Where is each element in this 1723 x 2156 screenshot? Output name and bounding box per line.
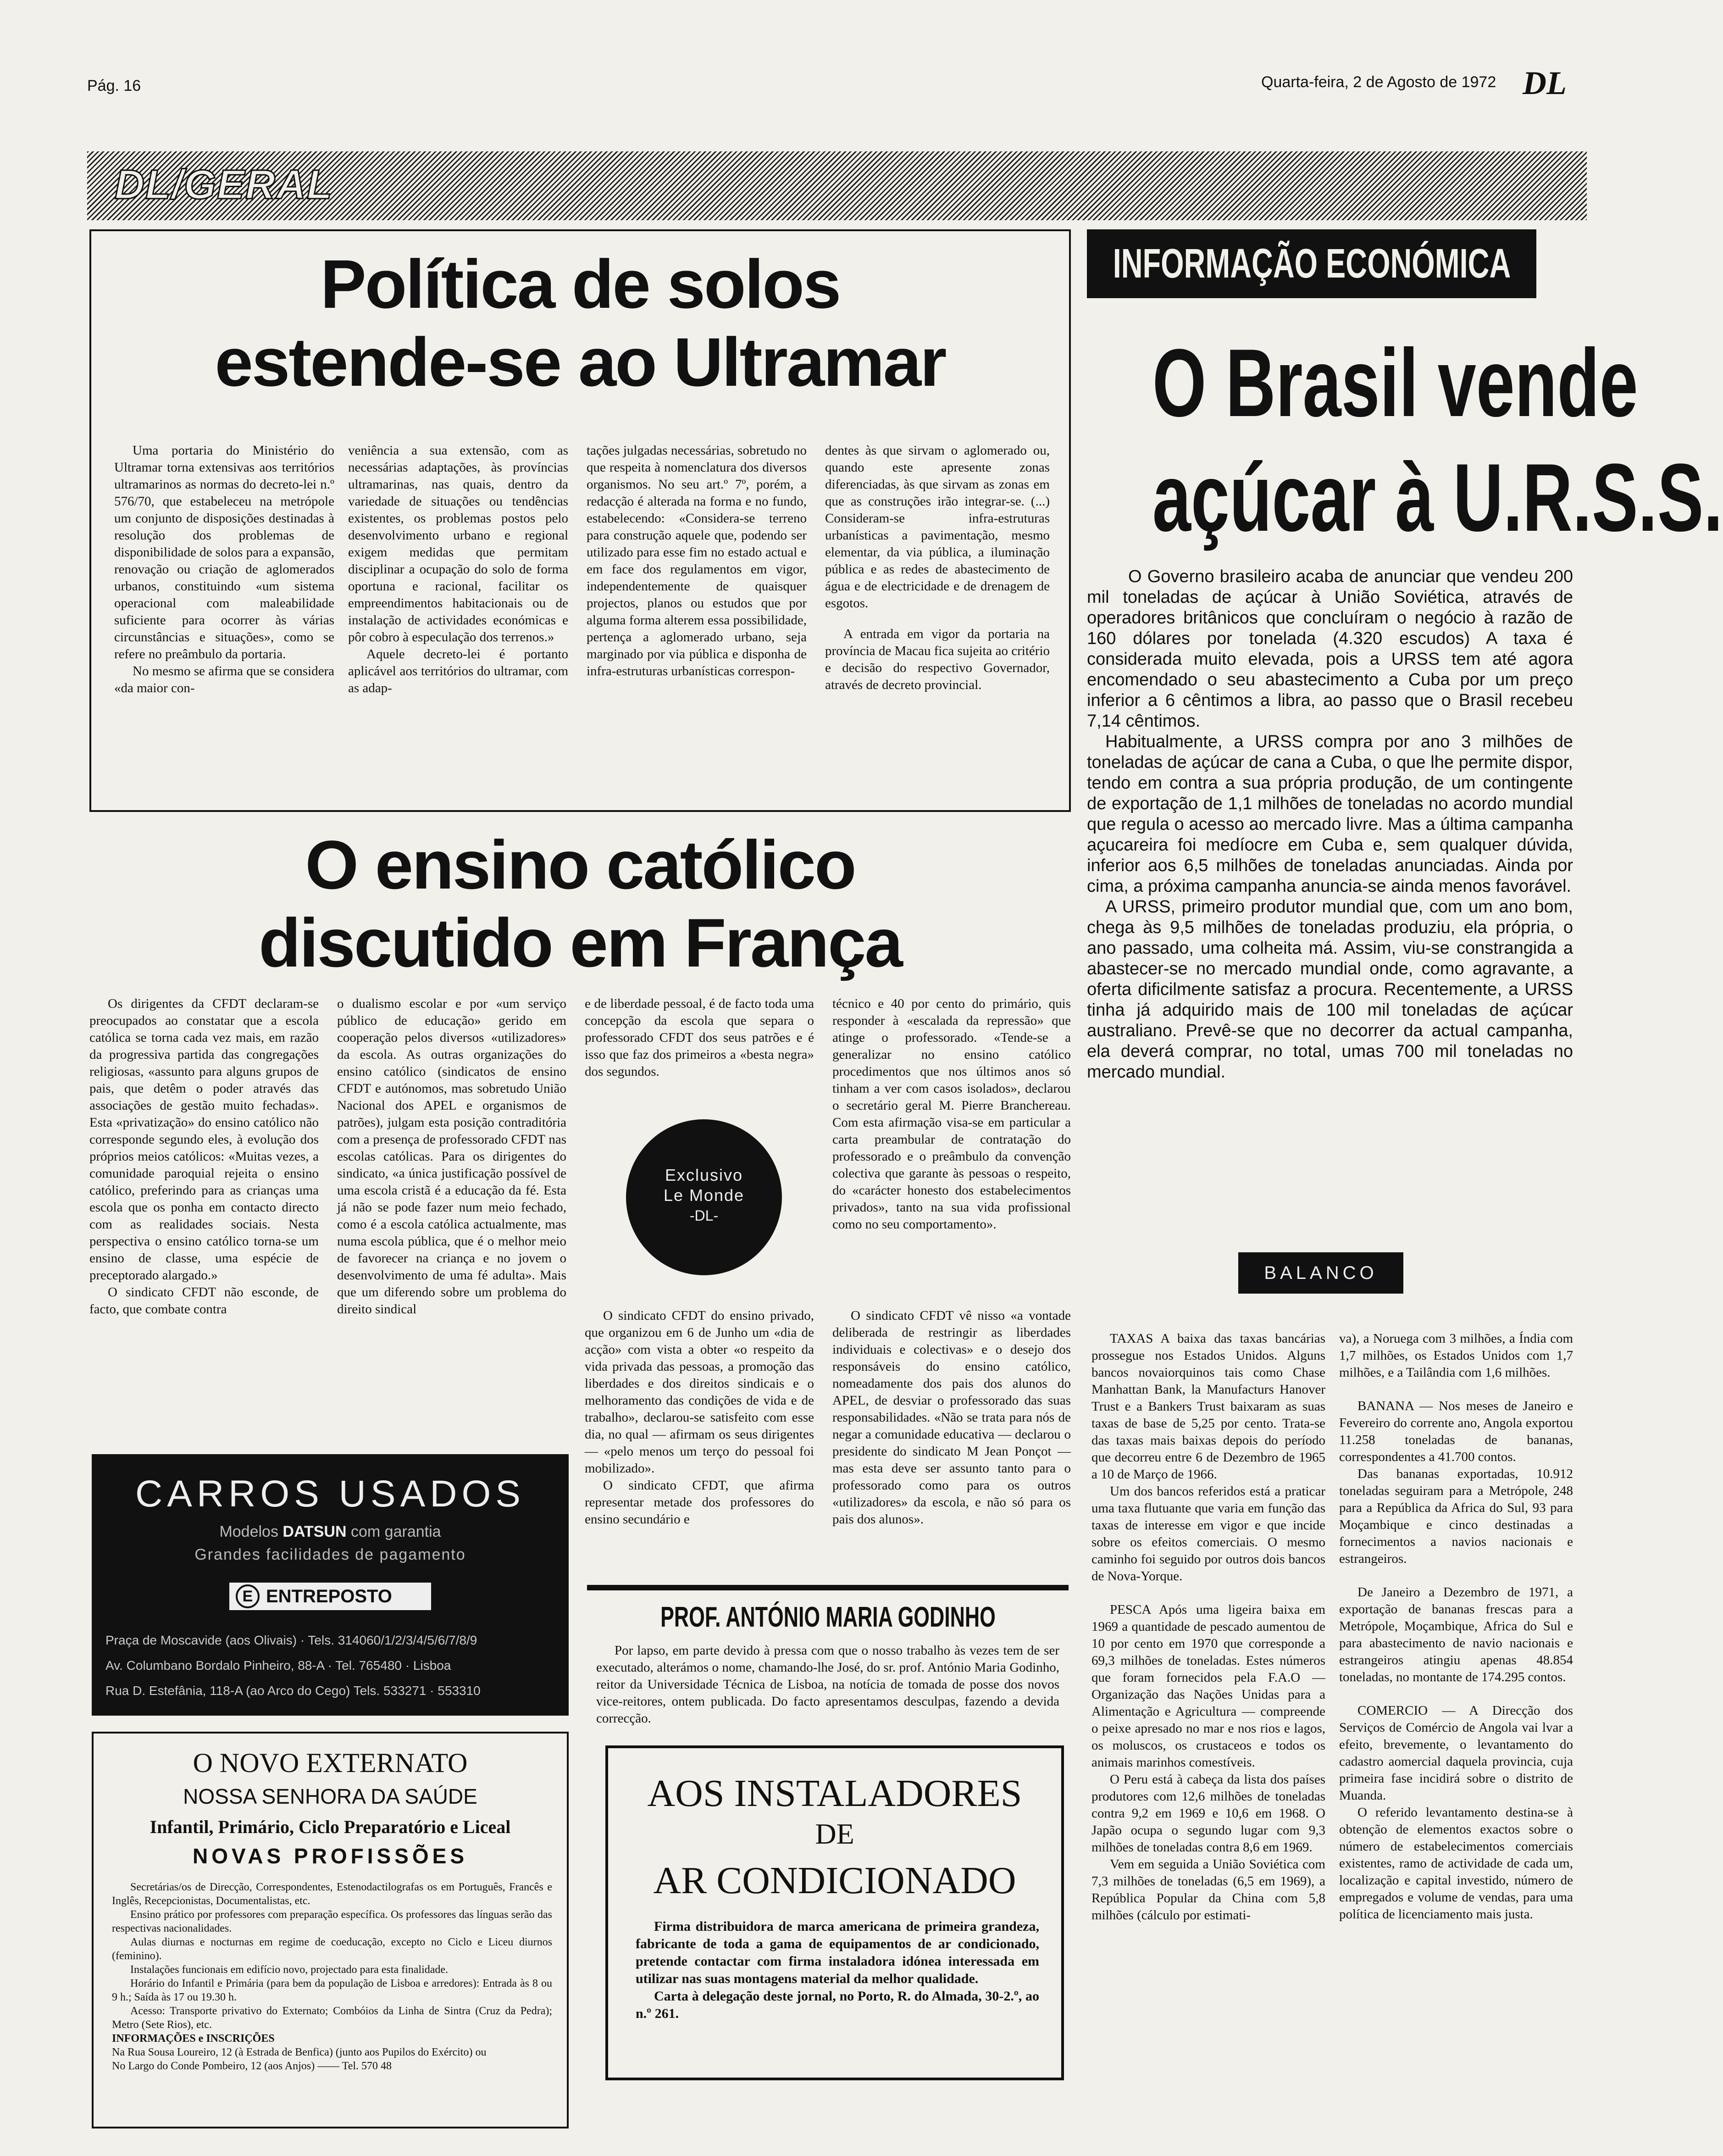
paragraph: COMERCIO — A Direcção dos Serviços de Comércio de Angola vai lvar a efeito, brevemente, o levantamento do cadastro aomercial daquela provincia, cuja primeira fase incidirá sobre o distrito de Muanda. <box>1339 1703 1573 1803</box>
paragraph: No mesmo se afirma que se considera «da maior con- <box>114 664 334 695</box>
ad-title-line3: AR CONDICIONADO <box>653 1859 1016 1902</box>
article-title-line1: Política de solos <box>320 245 840 322</box>
ad-line-2: Grandes facilidades de pagamento <box>194 1546 466 1563</box>
balanco-column-1 <box>1091 1330 1325 1924</box>
article-politica-solos <box>89 229 1071 812</box>
ad-address: Av. Columbano Bordalo Pinheiro, 88-A · Tel. 765480 · Lisboa <box>105 1658 451 1673</box>
ad-title-line2: DE <box>815 1817 854 1850</box>
ad-subtitle: Infantil, Primário, Ciclo Preparatório e Liceal <box>150 1817 511 1837</box>
paragraph: Carta à delegação deste jornal, no Porto, R. do Almada, 30-2.º, ao n.º 261. <box>636 1989 1039 2021</box>
paragraph: INFORMAÇÕES e INSCRIÇÕES <box>112 2033 275 2045</box>
issue-date: Quarta-feira, 2 de Agosto de 1972 <box>1261 73 1496 91</box>
economic-sidebar <box>1087 229 1723 2133</box>
paragraph: Acesso: Transporte privativo do Externato; Combóios da Linha de Sintra (Cruz da Pedra); Metro (Sete Rios), etc. <box>112 2005 552 2031</box>
paragraph: Na Rua Sousa Loureiro, 12 (à Estrada de Benfica) (junto aos Pupilos do Exército) ou <box>112 2046 487 2058</box>
ad-carros-usados <box>92 1454 569 1716</box>
paragraph: O referido levantamento destina-se à obtenção de elementos exactos sobre o número de estabelecimentos comerciais existentes, ramo de actividade de cada um, localização e capital investido, número de empregados e volume de vendas, para uma política de licenciamento mais justa. <box>1339 1805 1573 1922</box>
section-banner <box>87 151 1587 220</box>
section-banner-label: DL/GERAL <box>115 162 333 208</box>
paragraph: O sindicato CFDT vê nisso «a vontade deliberada de restringir as liberdades individuais e colectivas» e o desejo dos responsáveis do ensino católico, nomeadamente dos pais dos alunos do APEL, de desviar o professorado das suas responsabilidades. «Não se trata para nós de negar a comunidade educativa — declarou o presidente do sindicato M Jean Ponçot — mas esta deve ser assunto tanto para o professorado como para os outros «utilizadores» da escola, e não só para os pais dos alunos». <box>832 1308 1071 1527</box>
sidebar-banner <box>1087 229 1536 298</box>
ad-text: Modelos <box>219 1523 278 1540</box>
logo-text: ENTREPOSTO <box>266 1586 392 1606</box>
article-column-2 <box>348 442 568 697</box>
article-column-1 <box>114 442 334 697</box>
paragraph: Vem em seguida a União Soviética com 7,3 milhões de toneladas (6,5 em 1969), a República Popular da China com 5,8 milhões (cálculo por estimati- <box>1091 1857 1325 1923</box>
paragraph: BANANA — Nos meses de Janeiro e Fevereiro do corrente ano, Angola exportou 11.258 toneladas de bananas, correspondentes a 41.700 contos. <box>1339 1399 1573 1464</box>
sidebar-title-line1: O Brasil vende <box>1152 329 1638 437</box>
paragraph: Aulas diurnas e nocturnas em regime de coeducação, excepto no Ciclo e Liceu diurnos (feminino). <box>112 1936 552 1962</box>
paragraph: Secretárias/os de Direcção, Correspondentes, Estenodactilografas os em Português, Francês e Inglês, Recepcionistas, Documentalistas, etc. <box>112 1881 552 1907</box>
exclusive-badge <box>626 1119 782 1275</box>
notice-body <box>596 1642 1059 1727</box>
badge-line: -DL- <box>689 1207 719 1224</box>
ad-title-line1: AOS INSTALADORES <box>647 1772 1022 1815</box>
brand-name: DATSUN <box>283 1523 347 1540</box>
paragraph: TAXAS A baixa das taxas bancárias prossegue nos Estados Unidos. Alguns bancos novaiorquinos tais como Chase Manhattan Bank, la Manufacturs Hanover Trust e a Bankers Trust baixaram as suas taxas de base de 5,25 por cento. Trata-se das taxas mais baixas depois do período que decorreu entre 6 de Dezembro de 1965 a 10 de Março de 1966. <box>1091 1331 1325 1482</box>
notice-rule <box>587 1585 1069 1590</box>
paragraph: técnico e 40 por cento do primário, quis responder à «escalada da repressão» que atinge o professorado. «Tende-se a generalizar no ensino católico procedimentos que nos últimos anos só tinham a ver com casos isolados», declarou o secretário geral M. Pierre Branchereau. Com esta afirmação visa-se em particular a carta preambular de contratação do professorado e o preâmbulo da convenção colectiva que garante às pessoas o respeito, do «carácter honesto dos estabelecimentos privados», tanto na sua vida profissional como no seu comportamento». <box>832 996 1071 1232</box>
paragraph: O sindicato CFDT não esconde, de facto, que combate contra <box>89 1285 319 1317</box>
paragraph: Horário do Infantil e Primária (para bem da população de Lisboa e arredores): Entrada às 8 ou 9 h.; Saída às 17 ou 19.30 h. <box>112 1978 552 2003</box>
paragraph: Por lapso, em parte devido à pressa com que o nosso trabalho às vezes tem de ser executado, alterámos o nome, chamando-lhe José, do sr. prof. António Maria Godinho, reitor da Universidade Técnica de Lisboa, na notícia de tomada de posse dos novos vice-reitores, ontem publicada. Do facto apresentamos desculpas, fazendo a devida correcção. <box>596 1643 1059 1726</box>
paragraph: tações julgadas necessárias, sobretudo no que respeita à nomenclatura dos diversos organismos. No seu art.º 7º, porém, a redacção é alterada na forma e no fundo, estabelecendo: «Considera-se terreno para construção aquele que, podendo ser utilizado para esse fim no estado actual e em face dos regulamentos em vigor, independentemente de quaisquer projectos, planos ou estudos que por alguma forma alterem essa possibilidade, pertença a aglomerado urbano, seja marginado por via pública e disponha de infra-estruturas urbanísticas correspon- <box>587 443 807 678</box>
ad-title: CARROS USADOS <box>135 1473 525 1515</box>
page-number: Pág. 16 <box>87 77 141 94</box>
ad-address: Rua D. Estefânia, 118-A (ao Arco do Cego) Tels. 533271 · 553310 <box>105 1684 481 1698</box>
paragraph: A URSS, primeiro produtor mundial que, com um ano bom, chega às 9,5 milhões de toneladas produziu, ela própria, o ano passado, uma colheita má. Assim, viu-se constrangida a abastecer-se no mercado mundial onde, como agravante, a oferta dificilmente satisfaz a procura. Recentemente, a URSS tinha já adquirido mais de 100 mil toneladas de açúcar australiano. Prevê-se que no decorrer da actual campanha, ela deverá comprar, no total, umas 700 mil toneladas no mercado mundial. <box>1087 897 1573 1082</box>
sidebar-title-line2: açúcar à U.R.S.S. <box>1152 444 1723 551</box>
notice-title: PROF. ANTÓNIO MARIA GODINHO <box>660 1601 996 1633</box>
paragraph: Das bananas exportadas, 10.912 toneladas seguiram para a Metrópole, 248 para a República da Africa do Sul, 93 para Moçambique e cinco destinadas a fornecimentos a navios nacionais e estrangeiros. <box>1339 1467 1573 1566</box>
paragraph: Habitualmente, a URSS compra por ano 3 milhões de toneladas de açúcar de cana a Cuba, o que lhe permite dispor, tendo em contra a sua própria produção, de um contingente de exportação de 1,1 milhões de toneladas no acordo mundial que regula o acesso ao mercado livre. Mas a última campanha açucareira foi medíocre em Cuba e, sem qualquer dúvida, inferior aos 6,5 milhões de toneladas anunciadas. Ainda por cima, a próxima campanha anuncia-se ainda menos favorável. <box>1087 732 1573 896</box>
sidebar-headline <box>1087 329 1723 551</box>
balanco-column-2 <box>1339 1330 1573 1923</box>
paragraph: Os dirigentes da CFDT declaram-se preocupados ao constatar que a escola católica se torna cada vez mais, em razão da progressiva partida das congregações religiosas, «assunto para alguns grupos de pais, que detêm o poder através das associações de gestão muito fechadas». Esta «privatização» do ensino católico não corresponde segundo eles, à evolução dos próprios meios católicos: «Muitas vezes, a comunidade paroquial rejeita o ensino católico, preferindo para as crianças uma escola que os ponha em contacto directo com as realidades sociais. Nesta perspectiva o ensino católico torna-se um ensino de classe, uma espécie de preceptorado alargado.» <box>89 996 319 1283</box>
article-column-4 <box>825 442 1050 694</box>
ad-body <box>636 1918 1039 2023</box>
paragraph: Um dos bancos referidos está a praticar uma taxa flutuante que varia em função das taxas de interesse em vigor e que incide sobre os efeitos comerciais. O mesmo caminho foi seguido por outros dois bancos de Nova-Yorque. <box>1091 1484 1325 1584</box>
article-title-line2: estende-se ao Ultramar <box>215 323 946 400</box>
ad-instaladores <box>605 1745 1064 2080</box>
sidebar-banner-label: INFORMAÇÃO ECONÓMICA <box>1113 240 1511 287</box>
paragraph: Ensino prático por professores com preparação específica. Os professores das línguas serão das respectivas nacionalidades. <box>112 1909 552 1934</box>
article-column-2 <box>337 995 566 1318</box>
paragraph: dentes às que sirvam o aglomerado ou, quando este apresente zonas diferenciadas, às que sirvam as zonas em que as construções irão integrar-se. (...) Consideram-se infra-estruturas urbanísticas a pavimentação, mesmo elementar, da via pública, a iluminação pública e as redes de abastecimento de água e de electricidade e de drenagem de esgotos. <box>825 443 1050 611</box>
article-title-line1: O ensino católico <box>305 826 855 903</box>
paragraph: O sindicato CFDT do ensino privado, que organizou em 6 de Junho um «dia de acção» com vista a obter «o respeito da vida privada das pessoas, a promoção das liberdades e dos direitos sindicais e o melhoramento das condições de vida e de trabalho», declarou-se satisfeito com esse dia, no qual — afirmam os seus dirigentes — «pelo menos um terço do pessoal foi mobilizado». <box>585 1308 814 1476</box>
paragraph: O sindicato CFDT, que afirma representar metade dos professores do ensino secundário e <box>585 1478 814 1527</box>
paragraph: PESCA Após uma ligeira baixa em 1969 a quantidade de pescado aumentou de 10 por cento em 1970 que corresponde a 69,3 milhões de toneladas. Estes números que foram fornecidos pela F.A.O — Organização das Nações Unidas para a Alimentação e Agricultura — compreende o peixe apresado no mar e nos rios e lagos, os moluscos, os crustaceos e todos os animais marinhos comestíveis. <box>1091 1602 1325 1770</box>
masthead-logo: DL <box>1523 65 1567 101</box>
article-column-1 <box>89 995 319 1318</box>
paragraph: veniência a sua extensão, com as necessárias adaptações, às províncias ultramarinas, nas quais, dentro da variedade de situações ou tendências existentes, os problemas postos pelo desenvolvimento urbano e regional exigem medidas que permitam disciplinar a ocupação do solo de forma oportuna e racional, facilitar os empreendimentos habitacionais ou de instalação de actividades económicas e pôr cobro à especulação dos terrenos.» <box>348 443 568 645</box>
ad-address: Praça de Moscavide (aos Olivais) · Tels. 314060/1/2/3/4/5/6/7/8/9 <box>105 1633 477 1647</box>
paragraph: No Largo do Conde Pombeiro, 12 (aos Anjos) —— Tel. 570 48 <box>112 2060 392 2072</box>
entreposto-emblem-icon: E <box>236 1584 260 1608</box>
paragraph: Aquele decreto-lei é portanto aplicável aos territórios do ultramar, com as adap- <box>348 647 568 695</box>
article-column-4b <box>832 1307 1071 1528</box>
balanco-label: BALANCO <box>1238 1252 1403 1294</box>
paragraph: va), a Noruega com 3 milhões, a Índia com 1,7 milhões, os Estados Unidos com 1,7 milhões, e a Tailândia com 1,6 milhões. <box>1339 1331 1573 1380</box>
ad-line-1 <box>92 1523 569 1541</box>
ad-title: O NOVO EXTERNATO <box>193 1748 468 1778</box>
paragraph: Firma distribuidora de marca americana de primeira grandeza, fabricante de toda a gama de equipamentos de ar condicionado, pretende contactar com firma instaladora idónea interessada em utilizar nas suas montagens material da melhor qualidade. <box>636 1919 1039 1986</box>
article-column-4 <box>832 995 1071 1233</box>
notice-title-wrap <box>587 1601 1069 1634</box>
ad-body <box>112 1880 552 2073</box>
article-column-3 <box>587 442 807 680</box>
paragraph: Uma portaria do Ministério do Ultramar torna extensivas aos territórios ultramarinos as normas do decreto-lei n.º 576/70, que estabeleceu na metrópole um conjunto de disposições destinadas à resolução dos problemas de disponibilidade de solos para a expansão, renovação ou criação de aglomerados urbanos, constituindo «um sistema operacional com maleabilidade suficiente para ocorrer às várias circunstâncias e situações», como se refere no preâmbulo da portaria. <box>114 443 334 661</box>
paragraph: o dualismo escolar e por «um serviço público de educação» gerido em cooperação pelos diversos «utilizadores» da escola. As outras organizações do ensino católico (sindicatos de ensino CFDT e autónomos, mas sobretudo União Nacional dos APEL e organismos de patrões), julgam esta posição contraditória com a presença de professorado CFDT nas escolas católicas. Para os dirigentes do sindicato, «a única justificação possível de uma escola cristã é a educação da fé. Esta já não se pode fazer num meio fechado, como é a escola católica actualmente, mas numa escola pública, que é o melhor meio de favorecer na criança e no jovem o desenvolvimento de uma fé adulta». Mais que um diferendo sobre um problema do direito sindical <box>337 996 566 1317</box>
article-column-3 <box>585 995 814 1080</box>
article-column-3b <box>585 1307 814 1528</box>
paragraph: O Governo brasileiro acaba de anunciar que vendeu 200 mil toneladas de açúcar à União Soviética, através de operadores britânicos que concluíram o negócio à razão de 160 dólares por tonelada (4.320 escudos) A taxa é considerada muito elevada, pois a URSS tem até agora encomendado o seu abastecimento a Cuba por um preço inferior a 6 cêntimos a libra, ao passo que o Brasil recebeu 7,14 cêntimos. <box>1087 567 1573 731</box>
ad-text: com garantia <box>351 1523 441 1540</box>
badge-line: Exclusivo <box>665 1166 743 1184</box>
entreposto-logo <box>229 1583 431 1610</box>
paragraph: O Peru está à cabeça da lista dos países produtores com 12,6 milhões de toneladas contra 9,2 em 1969 e 10,6 em 1968. O Japão ocupa o segundo lugar com 9,3 milhões de toneladas contra 8,6 em 1969. <box>1091 1772 1325 1855</box>
paragraph: Instalações funcionais em edifício novo, projectado para esta finalidade. <box>130 1964 449 1976</box>
article-title-line2: discutido em França <box>259 904 902 981</box>
paragraph: e de liberdade pessoal, é de facto toda uma concepção da escola que separa o professorado CFDT dos seus patrões e é isso que faz dos primeiros a «besta negra» dos segundos. <box>585 996 814 1079</box>
ad-subtitle: NOVAS PROFISSÕES <box>192 1844 468 1868</box>
ad-externato <box>92 1732 569 2128</box>
badge-line: Le Monde <box>663 1186 745 1205</box>
ad-subtitle: NOSSA SENHORA DA SAÚDE <box>183 1784 477 1808</box>
sidebar-article <box>1087 567 1573 1083</box>
paragraph: A entrada em vigor da portaria na província de Macau fica sujeita ao critério e decisão do respectivo Governador, através de decreto provincial. <box>825 627 1050 692</box>
paragraph: De Janeiro a Dezembro de 1971, a exportação de bananas frescas para a Metrópole, Moçambique, Africa do Sul e para abastecimento de navio nacionais e estrangeiros atingiu apenas 48.854 toneladas, no montante de 174.295 contos. <box>1339 1585 1573 1684</box>
